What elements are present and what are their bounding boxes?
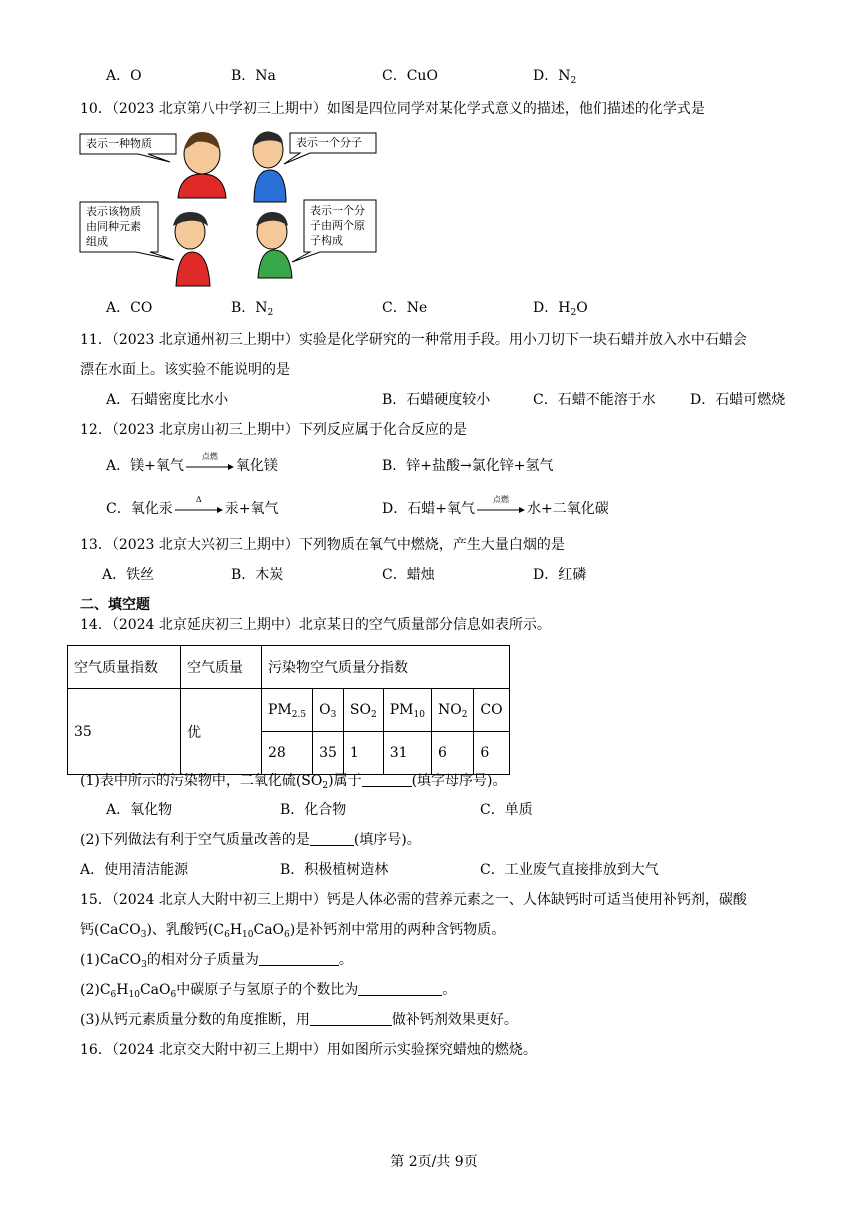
- table-header-quality: 空气质量: [181, 646, 262, 689]
- q9-option-c: C．CuO: [382, 68, 438, 84]
- q11-stem-line-1: 11．（2023 北京通州初三上期中）实验是化学研究的一种常用手段。用小刀切下一块石蜡并放入水中石蜡会: [80, 332, 747, 348]
- q12-option-c: C．氧化汞 Δ 汞+氧气: [106, 495, 279, 517]
- q9-option-a: A．O: [106, 68, 142, 84]
- q12-option-a: A．镁+氧气 点燃 氧化镁: [106, 452, 278, 474]
- pollutant-name: CO: [474, 689, 509, 732]
- pollutant-value: 6: [474, 732, 509, 775]
- q10-option-b: B．$N_2$: [231, 300, 274, 318]
- student-icon-2: [253, 132, 286, 202]
- pollutant-value: 1: [343, 732, 383, 775]
- q14-p1-option-c: C．单质: [480, 802, 533, 818]
- q10-bubble-1: 表示一种物质: [86, 137, 152, 150]
- q11-option-d: D．石蜡可燃烧: [690, 392, 786, 408]
- q9-option-d: D．$N_2$: [533, 68, 577, 86]
- pollutant-value: 6: [431, 732, 473, 775]
- q14-p2-option-b: B．积极植树造林: [280, 862, 389, 878]
- q10-bubble-3-line-3: 组成: [86, 235, 108, 248]
- q15-stem-line-1: 15．（2024 北京人大附中初三上期中）钙是人体必需的营养元素之一、人体缺钙时可适当使用补钙剂，碳酸: [80, 892, 747, 908]
- page-number: 第 2页/共 9页: [390, 1154, 478, 1170]
- q13-option-a: A．铁丝: [102, 567, 155, 583]
- answer-blank[interactable]: [310, 831, 354, 846]
- q13-option-c: C．蜡烛: [382, 567, 435, 583]
- q12-stem: 12．（2023 北京房山初三上期中）下列反应属于化合反应的是: [80, 422, 467, 438]
- answer-blank[interactable]: [358, 981, 442, 996]
- q14-p1-option-b: B．化合物: [280, 802, 347, 818]
- q15-part-3: (3)从钙元素质量分数的角度推断，用 做补钙剂效果更好。: [80, 1012, 518, 1028]
- q13-option-d: D．红磷: [533, 567, 587, 583]
- q11-option-b: B．石蜡硬度较小: [382, 392, 491, 408]
- q9-option-b: B．Na: [231, 68, 276, 84]
- pollutant-name: $PM_{2.5}$: [262, 689, 313, 732]
- q12-option-d: D．石蜡+氧气 点燃 水+二氧化碳: [382, 495, 609, 517]
- reaction-condition: Δ: [195, 495, 202, 504]
- answer-blank[interactable]: [362, 772, 412, 787]
- q14-part-1: (1)表中所示的污染物中，二氧化硫$(SO_2)$属于 (填字母序号)。: [80, 773, 507, 791]
- pollutant-name: $SO_2$: [343, 689, 383, 732]
- q10-bubble-4-line-1: 表示一个分: [310, 204, 365, 217]
- pollutant-name: $NO_2$: [431, 689, 473, 732]
- reaction-arrow-icon: [184, 463, 236, 471]
- q11-option-a: A．石蜡密度比水小: [106, 392, 229, 408]
- reaction-condition: 点燃: [201, 452, 218, 461]
- pollutant-name: $PM_{10}$: [383, 689, 431, 732]
- q12-option-b: B．锌+盐酸→氯化锌+氢气: [382, 458, 554, 474]
- q15-stem-line-2: 钙(CaCO$_3$)、乳酸钙$(C_6H_{10}CaO_6)$是补钙剂中常用的两种含钙物质。: [80, 922, 506, 940]
- student-icon-4: [256, 212, 292, 278]
- q10-stem: 10．（2023 北京第八中学初三上期中）如图是四位同学对某化学式意义的描述，他们描述的化学式是: [80, 101, 705, 117]
- q10-option-c: C．Ne: [382, 300, 428, 316]
- pollutant-value: 31: [383, 732, 431, 775]
- table-header-aqi: 空气质量指数: [68, 646, 181, 689]
- answer-blank[interactable]: [310, 1011, 392, 1026]
- table-header-pollutants: 污染物空气质量分指数: [262, 646, 510, 689]
- q14-p1-option-a: A．氧化物: [106, 802, 173, 818]
- q11-stem-line-2: 漂在水面上。该实验不能说明的是: [80, 362, 290, 378]
- q15-part-1: (1)CaCO$_3$的相对分子质量为 。: [80, 952, 353, 970]
- q10-figure: [78, 128, 388, 288]
- q10-bubble-4-line-3: 子构成: [310, 234, 343, 247]
- reaction-arrow-icon: [173, 506, 225, 514]
- q13-option-b: B．木炭: [231, 567, 284, 583]
- student-icon-1: [178, 132, 226, 198]
- q14-p2-option-c: C．工业废气直接排放到大气: [480, 862, 659, 878]
- q10-bubble-3-line-1: 表示该物质: [86, 205, 141, 218]
- section-heading: 二、填空题: [80, 597, 150, 613]
- table-cell-quality: 优: [181, 689, 262, 775]
- reaction-arrow-icon: [475, 506, 527, 514]
- answer-blank[interactable]: [259, 951, 339, 966]
- q14-stem: 14．（2024 北京延庆初三上期中）北京某日的空气质量部分信息如表所示。: [80, 617, 551, 633]
- q15-part-2: $(2)C_6H_{10}CaO_6$中碳原子与氢原子的个数比为 。: [80, 982, 457, 1000]
- table-cell-aqi: 35: [68, 689, 181, 775]
- q10-bubble-3-line-2: 由同种元素: [86, 220, 141, 233]
- q10-bubble-2: 表示一个分子: [296, 136, 362, 149]
- q10-option-a: A．CO: [106, 300, 153, 316]
- reaction-condition: 点燃: [492, 495, 509, 504]
- q14-p2-option-a: A．使用清洁能源: [80, 862, 189, 878]
- q16-stem: 16．（2024 北京交大附中初三上期中）用如图所示实验探究蜡烛的燃烧。: [80, 1042, 537, 1058]
- q10-bubble-4-line-2: 子由两个原: [310, 219, 365, 232]
- q10-option-d: D．$H_2O$: [533, 300, 588, 318]
- q13-stem: 13．（2023 北京大兴初三上期中）下列物质在氧气中燃烧，产生大量白烟的是: [80, 537, 565, 553]
- pollutant-name: $O_3$: [313, 689, 344, 732]
- student-icon-3: [173, 212, 210, 286]
- pollutant-value: 35: [313, 732, 344, 775]
- q11-option-c: C．石蜡不能溶于水: [533, 392, 656, 408]
- q14-part-2: (2)下列做法有利于空气质量改善的是 (填序号)。: [80, 832, 421, 848]
- air-quality-table: [67, 645, 510, 775]
- pollutant-value: 28: [262, 732, 313, 775]
